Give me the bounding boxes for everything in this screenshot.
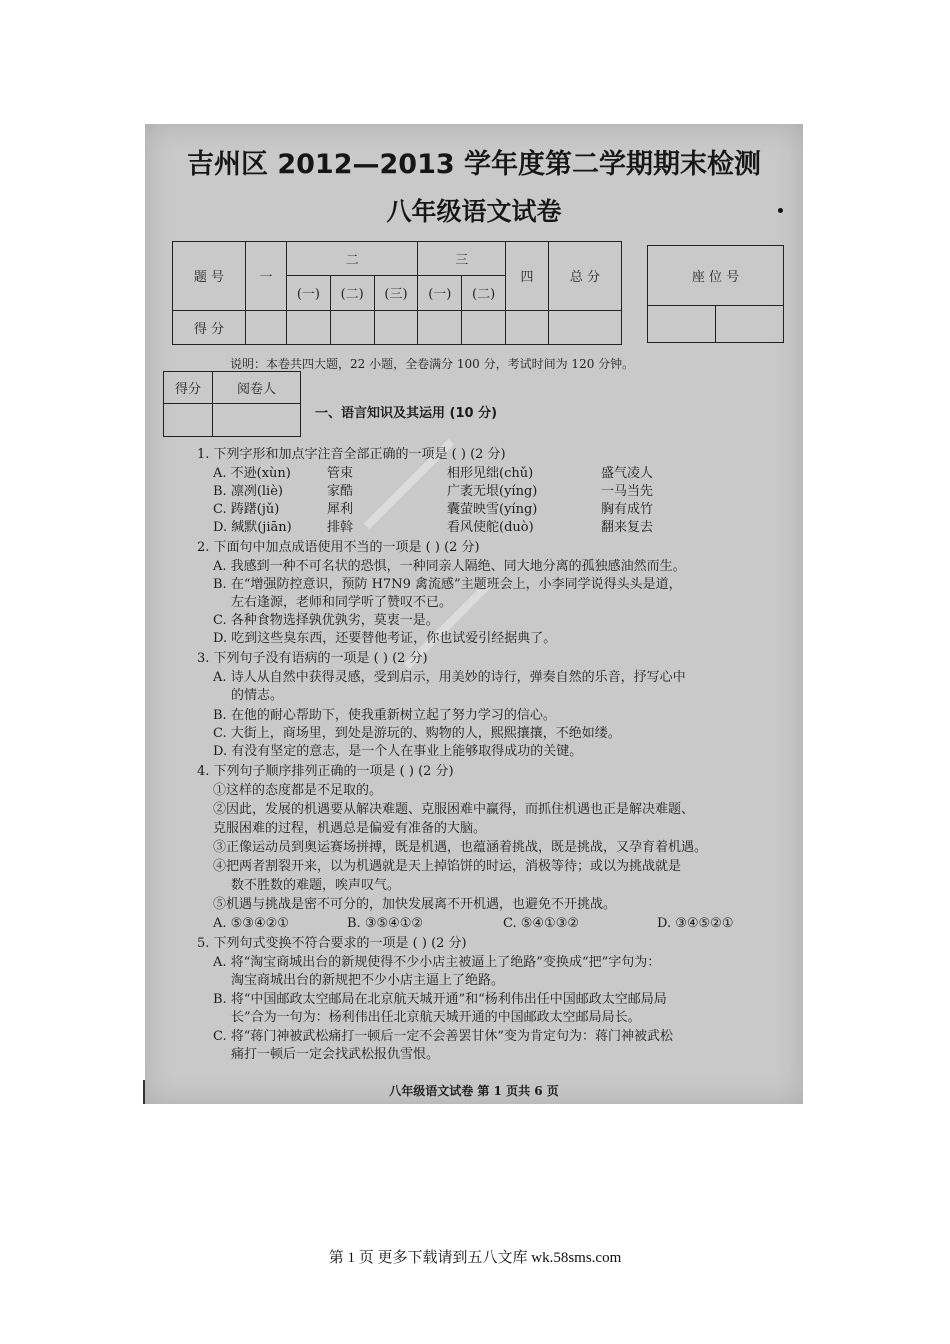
exam-subtitle: 八年级语文试卷 (386, 197, 562, 226)
q5-option-b-cont: 长”合为一句为：杨利伟出任北京航天城开通的中国邮政太空邮局局长。 (231, 1010, 641, 1025)
photo-edge-mark (143, 1080, 145, 1104)
q1-option-b: 家酷 (327, 484, 354, 499)
q1-option-c: 囊萤映雪(yíng) (447, 502, 538, 517)
sub-col: (一) (287, 276, 331, 310)
q4-option: A. ⑤③④②① (213, 916, 289, 931)
col-two: 二 (287, 242, 418, 276)
q1-option-d: D. 缄默(jiān) (213, 520, 292, 535)
q1-option-b: 一马当先 (601, 484, 654, 499)
q1-option-a: A. 不逊(xùn) (213, 466, 291, 481)
grader-reader-label: 阅卷人 (213, 372, 301, 404)
sub-col: (二) (462, 276, 506, 310)
seat-number-table (647, 245, 784, 343)
exam-title: 吉州区 2012—2013 学年度第二学期期末检测 (186, 149, 762, 180)
q4-option: B. ③⑤④①② (347, 916, 424, 931)
score-cell[interactable] (287, 310, 331, 344)
q1-option-c: 胸有成竹 (601, 502, 654, 517)
score-cell[interactable] (374, 310, 418, 344)
document-footer: 第 1 页 更多下载请到五八文库 wk.58sms.com (328, 1250, 622, 1266)
q3-option-a-cont: 的情志。 (231, 688, 284, 703)
score-cell[interactable] (462, 310, 506, 344)
q3-option-d: D. 有没有坚定的意志，是一个人在事业上能够取得成功的关键。 (213, 744, 583, 759)
question-5: 5. 下列句式变换不符合要求的一项是 ( ) (2 分) (197, 936, 467, 951)
paper-page-footer: 八年级语文试卷 第 1 页共 6 页 (389, 1084, 559, 1098)
q4-sentence-3: ③正像运动员到奥运赛场拼搏，既是机遇，也蕴涵着挑战，既是挑战，又孕育着机遇。 (213, 840, 708, 855)
question-4: 4. 下列句子顺序排列正确的一项是 ( ) (2 分) (197, 764, 454, 779)
q5-option-b: B. 将“中国邮政太空邮局在北京航天城开通”和“杨利伟出任中国邮政太空邮局局 (213, 992, 667, 1007)
q2-option-c: C. 各种食物选择孰优孰劣，莫衷一是。 (213, 613, 439, 628)
seat-cell[interactable] (715, 306, 783, 343)
col-four: 四 (506, 242, 549, 311)
seat-cell[interactable] (648, 306, 716, 343)
q1-option-d: 翻来复去 (601, 520, 654, 535)
col-one: 一 (246, 242, 287, 311)
q4-sentence-1: ①这样的态度都是不足取的。 (213, 783, 383, 798)
q5-option-c: C. 将“蒋门神被武松痛打一顿后一定不会善罢甘休”变为肯定句为：蒋门神被武松 (213, 1029, 674, 1044)
q4-option: D. ③④⑤②① (657, 916, 734, 931)
q1-option-d: 排斡 (327, 520, 354, 535)
exam-instructions: 说明：本卷共四大题，22 小题，全卷满分 100 分，考试时间为 120 分钟。 (230, 357, 635, 371)
q1-option-a: 相形见绌(chǔ) (447, 466, 534, 481)
q2-option-b-cont: 左右逢源，老师和同学听了赞叹不已。 (231, 595, 453, 610)
q4-sentence-4: ④把两者割裂开来，以为机遇就是天上掉馅饼的时运，消极等待；或以为挑战就是 (213, 859, 682, 874)
label-score: 得 分 (173, 310, 246, 344)
q5-option-a: A. 将“淘宝商城出台的新规使得不少小店主被逼上了绝路”变换成“把”字句为： (213, 955, 661, 970)
q1-option-b: B. 凛冽(liè) (213, 484, 283, 499)
label-question-no: 题 号 (173, 242, 246, 311)
col-three: 三 (418, 242, 506, 276)
question-3: 3. 下列句子没有语病的一项是 ( ) (2 分) (197, 651, 428, 666)
q1-option-c: C. 踌躇(jǔ) (213, 502, 280, 517)
col-total: 总 分 (549, 242, 622, 311)
sub-col: (一) (418, 276, 462, 310)
grader-cell[interactable] (164, 404, 213, 437)
score-cell[interactable] (418, 310, 462, 344)
seat-label: 座 位 号 (648, 246, 784, 306)
q1-option-b: 广袤无垠(yíng) (447, 484, 538, 499)
q2-option-a: A. 我感到一种不可名状的恐惧，一种同亲人隔绝、同大地分离的孤独感油然而生。 (213, 559, 686, 574)
question-1: 1. 下列字形和加点字注音全部正确的一项是 ( ) (2 分) (197, 447, 506, 462)
q4-sentence-2: ②因此，发展的机遇要从解决难题、克服困难中赢得，而抓住机遇也正是解决难题、 (213, 802, 695, 817)
score-cell[interactable] (246, 310, 287, 344)
q2-option-b: B. 在“增强防控意识，预防 H7N9 禽流感”主题班会上，小李同学说得头头是道， (213, 577, 682, 592)
sub-col: (三) (374, 276, 418, 310)
q4-sentence-5: ⑤机遇与挑战是密不可分的，加快发展离不开机遇，也避免不开挑战。 (213, 897, 617, 912)
score-cell[interactable] (330, 310, 374, 344)
section-heading: 一、语言知识及其运用 (10 分) (315, 406, 498, 421)
q1-option-d: 看风使舵(duò) (447, 520, 534, 535)
q4-option: C. ⑤④①③② (503, 916, 580, 931)
q3-option-c: C. 大街上，商场里，到处是游玩的、购物的人，熙熙攘攘，不绝如缕。 (213, 726, 621, 741)
grader-score-label: 得分 (164, 372, 213, 404)
score-cell[interactable] (506, 310, 549, 344)
q1-option-a: 盛气凌人 (601, 466, 654, 481)
grader-table (163, 371, 301, 437)
q1-option-c: 犀利 (327, 502, 354, 517)
q3-option-b: B. 在他的耐心帮助下，使我重新树立起了努力学习的信心。 (213, 708, 556, 723)
exam-paper-photo (145, 124, 803, 1104)
q5-option-a-cont: 淘宝商城出台的新规把不少小店主逼上了绝路。 (231, 973, 505, 988)
q2-option-d: D. 吃到这些臭东西，还要替他考证，你也试爱引经据典了。 (213, 631, 557, 646)
sub-col: (二) (330, 276, 374, 310)
q5-option-c-cont: 痛打一顿后一定会找武松报仇雪恨。 (231, 1047, 440, 1062)
q3-option-a: A. 诗人从自然中获得灵感，受到启示，用美妙的诗行，弹奏自然的乐音，抒写心中 (213, 670, 686, 685)
grader-cell[interactable] (213, 404, 301, 437)
question-2: 2. 下面句中加点成语使用不当的一项是 ( ) (2 分) (197, 540, 480, 555)
score-cell[interactable] (549, 310, 622, 344)
q1-option-a: 管束 (327, 466, 354, 481)
score-table (172, 241, 622, 345)
ink-dot (778, 208, 783, 213)
q4-sentence-2-cont: 克服困难的过程，机遇总是偏爱有准备的大脑。 (213, 821, 487, 836)
q4-sentence-4-cont: 数不胜数的难题，唉声叹气。 (231, 878, 401, 893)
